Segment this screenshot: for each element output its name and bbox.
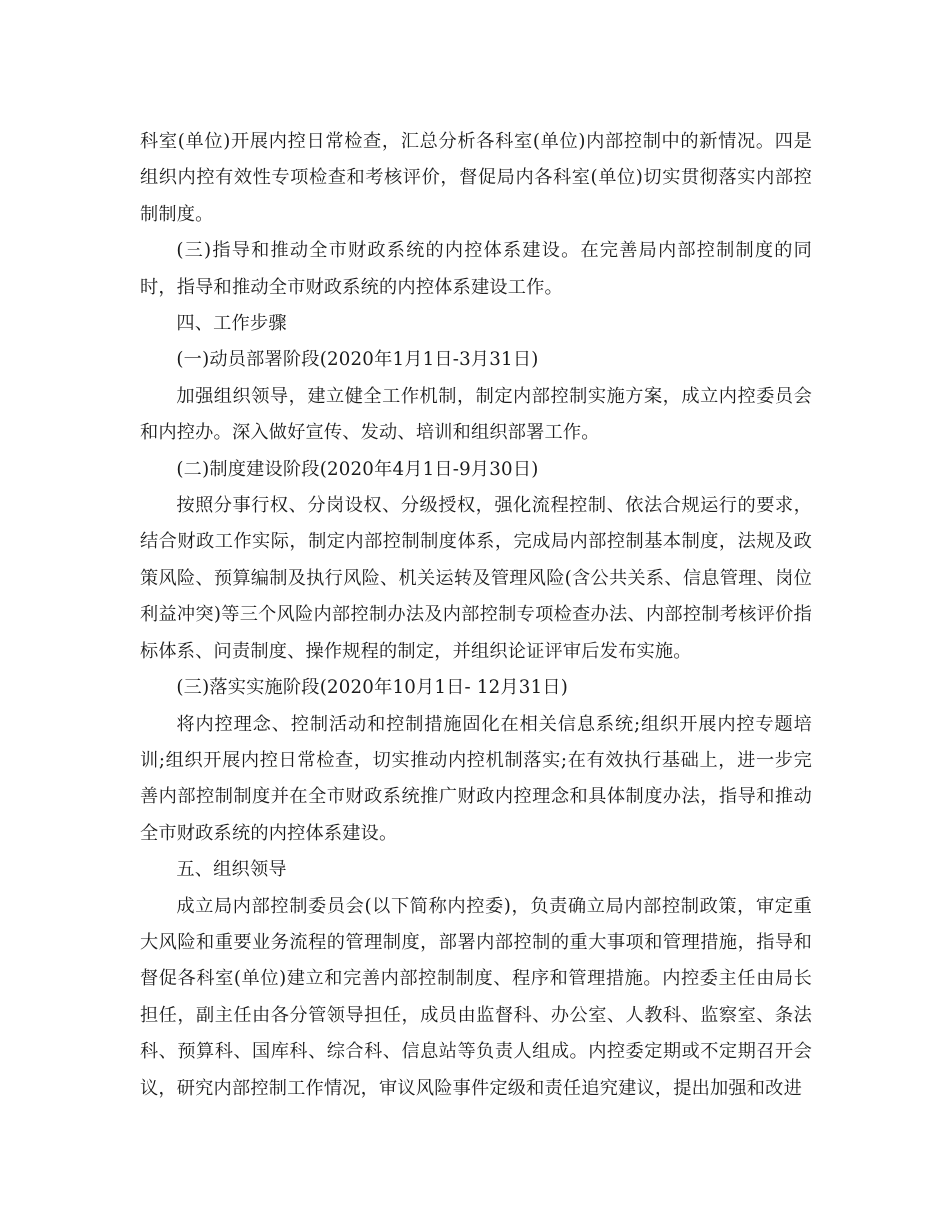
paragraph-1: 科室(单位)开展内控日常检查，汇总分析各科室(单位)内部控制中的新情况。四是组织内控有效性专项检查和考核评价，督促局内各科室(单位)切实贯彻落实内部控制制度。 xyxy=(140,131,812,225)
document-body xyxy=(140,124,812,1107)
paragraph-system-building: 按照分事行权、分岗设权、分级授权，强化流程控制、依法合规运行的要求，结合财政工作实际，制定内部控制制度体系，完成局内部控制基本制度，法规及政策风险、预算编制及执行风险、机关运转及管理风险(含公共关系、信息管理、岗位利益冲突)等三个风险内部控制办法及内部控制专项检查办法、内部控制考核评价指标体系、问责制度、操作规程的制定，并组织论证评审后发布实施。 xyxy=(140,495,812,662)
paragraph-organization: 成立局内部控制委员会(以下简称内控委)，负责确立局内部控制政策，审定重大风险和重要业务流程的管理制度，部署内部控制的重大事项和管理措施，指导和督促各科室(单位)建立和完善内部控制制度、程序和管理措施。内控委主任由局长担任，副主任由各分管领导担任，成员由监督科、办公室、人教科、监察室、条法科、预算科、国库科、综合科、信息站等负责人组成。内控委定期或不定期召开会议，研究内部控制工作情况，审议风险事件定级和责任追究建议，提出加强和改进 xyxy=(140,895,812,1099)
subheading-system-building-stage: (二)制度建设阶段(2020年4月1日-9月30日) xyxy=(176,458,539,480)
section-heading-organization: 五、组织领导 xyxy=(176,859,287,881)
paragraph-2: (三)指导和推动全市财政系统的内控体系建设。在完善局内部控制制度的同时，指导和推动全市财政系统的内控体系建设工作。 xyxy=(140,240,812,298)
section-heading-work-steps: 四、工作步骤 xyxy=(176,313,287,335)
paragraph-implementation: 将内控理念、控制活动和控制措施固化在相关信息系统;组织开展内控专题培训;组织开展内控日常检查，切实推动内控机制落实;在有效执行基础上，进一步完善内部控制制度并在全市财政系统推广财政内控理念和具体制度办法，指导和推动全市财政系统的内控体系建设。 xyxy=(140,713,812,844)
subheading-mobilization-stage: (一)动员部署阶段(2020年1月1日-3月31日) xyxy=(176,349,539,371)
paragraph-mobilization: 加强组织领导，建立健全工作机制，制定内部控制实施方案，成立内控委员会和内控办。深入做好宣传、发动、培训和组织部署工作。 xyxy=(140,385,812,444)
subheading-implementation-stage: (三)落实实施阶段(2020年10月1日- 12月31日) xyxy=(176,677,569,699)
